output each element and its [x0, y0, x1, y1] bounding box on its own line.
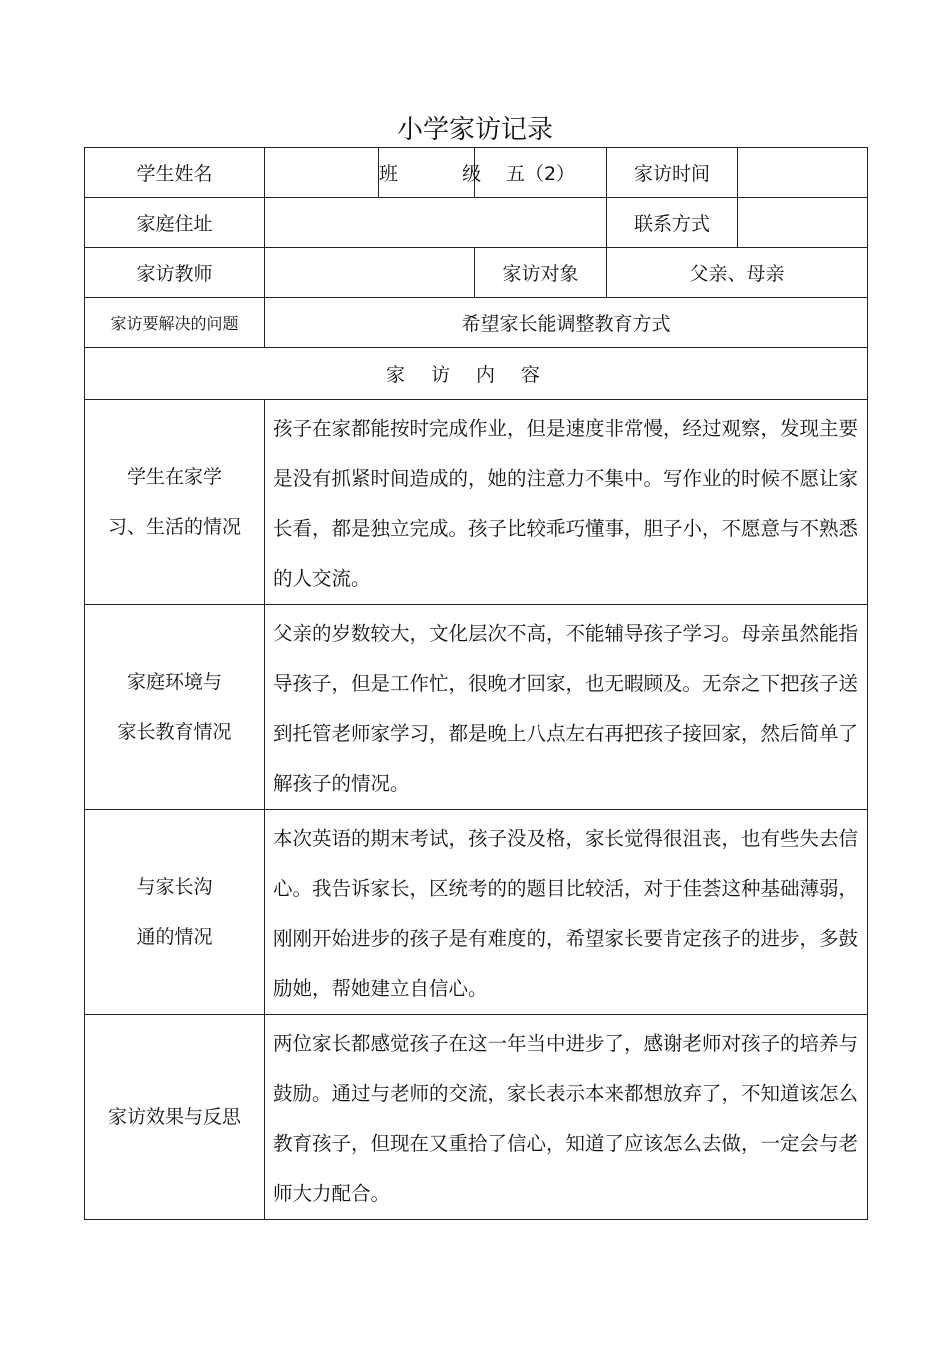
section-text-study-life[interactable]: 孩子在家都能按时完成作业，但是速度非常慢，经过观察，发现主要是没有抓紧时间造成的，她的注意力不集中。写作业的时候不愿让家长看，都是独立完成。孩子比较乖巧懂事，胆子小，不愿意与不熟悉的人交流。: [265, 400, 868, 605]
visit-target-value[interactable]: 父亲、母亲: [607, 248, 868, 298]
visit-time-label: 家访时间: [607, 148, 738, 198]
visit-time-value[interactable]: [738, 148, 868, 198]
section-label-effect: 家访效果与反思: [85, 1015, 265, 1220]
contact-value[interactable]: [738, 198, 868, 248]
section-text-communication[interactable]: 本次英语的期末考试，孩子没及格，家长觉得很沮丧，也有些失去信心。我告诉家长，区统考的的题目比较活，对于佳荟这种基础薄弱，刚刚开始进步的孩子是有难度的，希望家长要肯定孩子的进步，多鼓励她，帮她建立自信心。: [265, 810, 868, 1015]
address-value[interactable]: [265, 198, 607, 248]
section-text-effect[interactable]: 两位家长都感觉孩子在这一年当中进步了，感谢老师对孩子的培养与鼓励。通过与老师的交流，家长表示本来都想放弃了，不知道该怎么教育孩子，但现在又重拾了信心，知道了应该怎么去做，一定会与老师大力配合。: [265, 1015, 868, 1220]
class-value[interactable]: 五（2）: [475, 148, 607, 198]
teacher-value[interactable]: [265, 248, 475, 298]
section-label-communication: 与家长沟 通的情况: [85, 810, 265, 1015]
teacher-label: 家访教师: [85, 248, 265, 298]
address-label: 家庭住址: [85, 198, 265, 248]
section-text-family-env[interactable]: 父亲的岁数较大，文化层次不高，不能辅导孩子学习。母亲虽然能指导孩子，但是工作忙，很晚才回家，也无暇顾及。无奈之下把孩子送到托管老师家学习，都是晚上八点左右再把孩子接回家，然后简单了解孩子的情况。: [265, 605, 868, 810]
content-header: 家访内容: [85, 348, 868, 400]
home-visit-table: [84, 147, 868, 1220]
class-label: 班 级: [379, 148, 475, 198]
student-name-label: 学生姓名: [85, 148, 265, 198]
problem-label: 家访要解决的问题: [85, 298, 265, 348]
visit-target-label: 家访对象: [475, 248, 607, 298]
contact-label: 联系方式: [607, 198, 738, 248]
page-title: 小学家访记录: [396, 115, 553, 145]
section-label-family-env: 家庭环境与 家长教育情况: [85, 605, 265, 810]
problem-value[interactable]: 希望家长能调整教育方式: [265, 298, 868, 348]
section-label-study-life: 学生在家学 习、生活的情况: [85, 400, 265, 605]
student-name-value[interactable]: [265, 148, 379, 198]
